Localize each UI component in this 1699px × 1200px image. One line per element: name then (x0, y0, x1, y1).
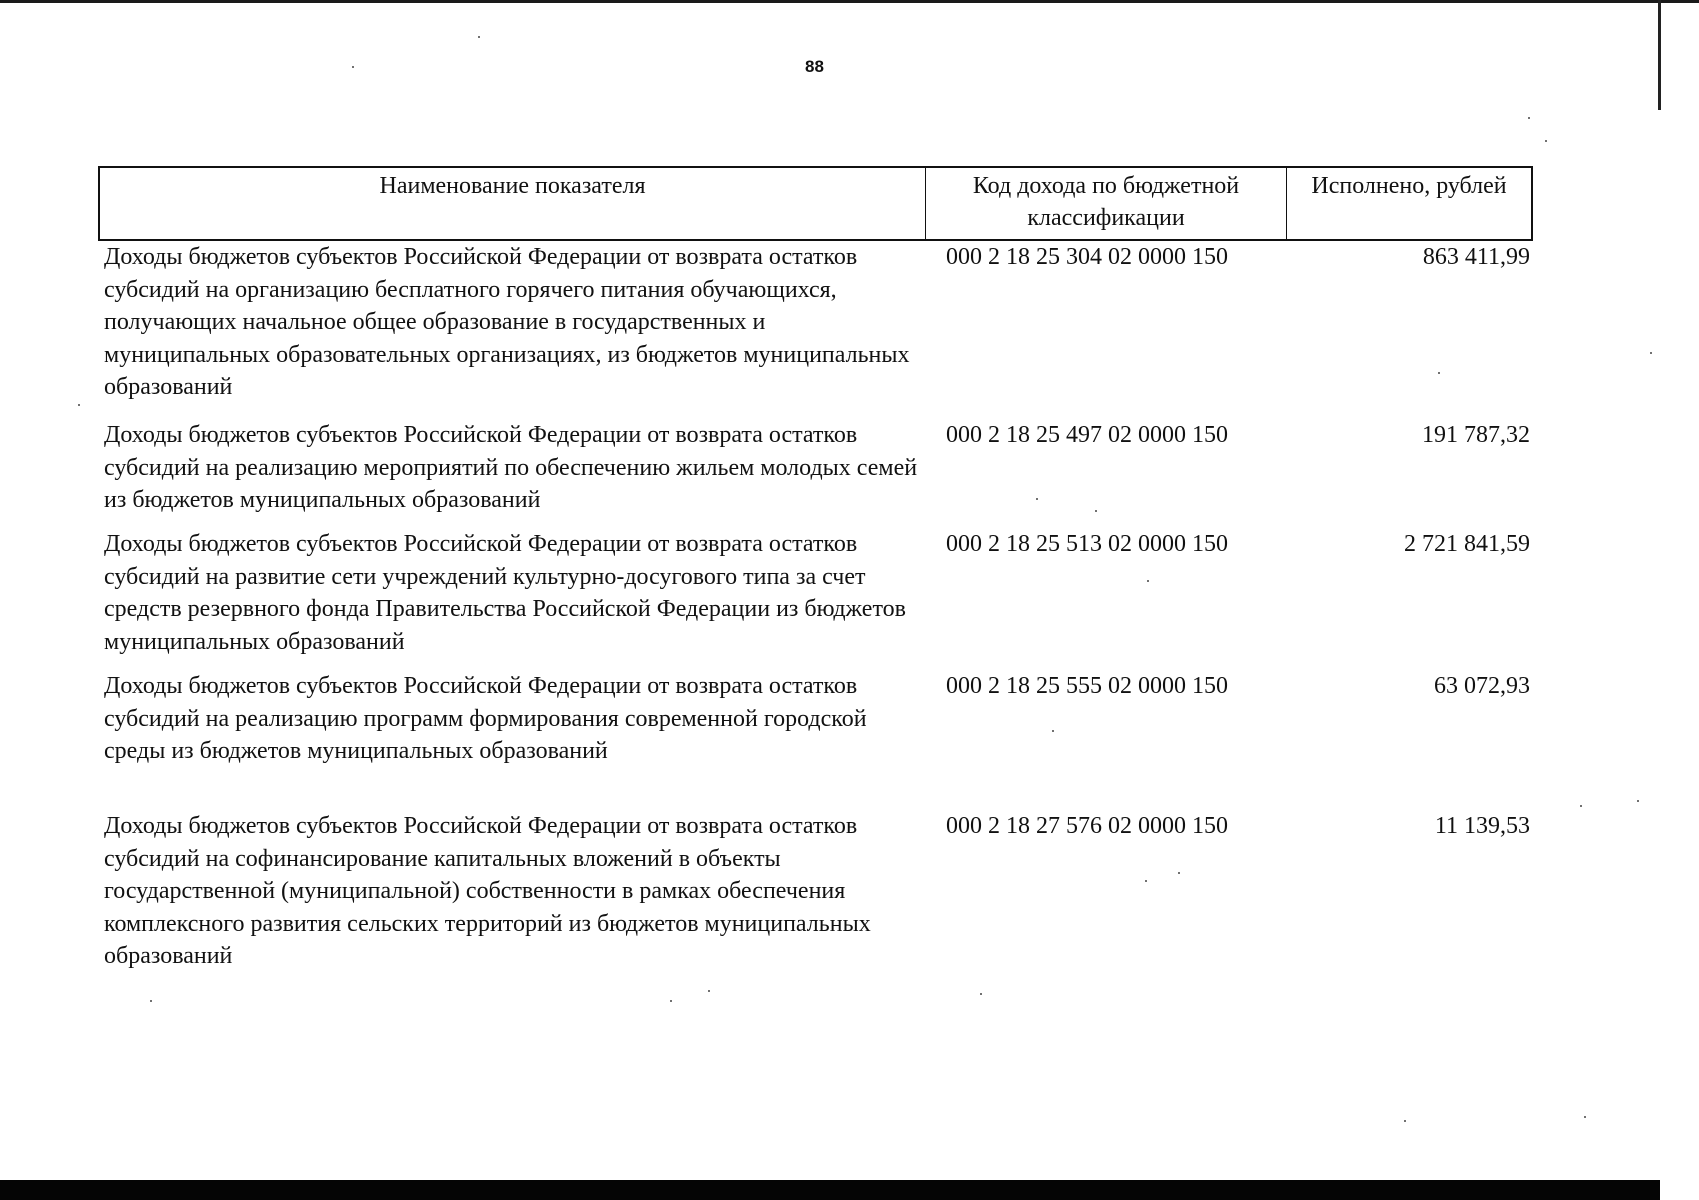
row-code: 000 2 18 25 497 02 0000 150 (946, 422, 1228, 448)
table-row (98, 670, 1533, 810)
scan-speck (1145, 880, 1147, 882)
scan-speck (980, 993, 982, 995)
income-table (98, 166, 1533, 980)
scan-speck (1438, 372, 1440, 374)
scan-speck (1584, 1116, 1586, 1118)
table-row (98, 810, 1533, 980)
scan-speck (1637, 800, 1639, 802)
row-name: Доходы бюджетов субъектов Российской Федерации от возврата остатков субсидий на развитие сети учреждений культурно-досугового типа за счет средств резервного фонда Правительства Российской Федерации из бюджетов муниципальных образований (104, 531, 906, 655)
table-row (98, 419, 1533, 528)
scan-speck (352, 66, 354, 68)
row-amount: 63 072,93 (1434, 673, 1530, 699)
scan-speck (1650, 352, 1652, 354)
scan-speck (1178, 872, 1180, 874)
table-row (98, 528, 1533, 670)
scan-speck (1036, 498, 1038, 500)
row-amount: 2 721 841,59 (1404, 531, 1530, 557)
scan-right-edge-line (1658, 0, 1661, 110)
scan-speck (1052, 730, 1054, 732)
row-code: 000 2 18 25 513 02 0000 150 (946, 531, 1228, 557)
row-amount: 191 787,32 (1422, 422, 1530, 448)
row-code: 000 2 18 27 576 02 0000 150 (946, 813, 1228, 839)
row-amount: 11 139,53 (1434, 813, 1530, 839)
row-amount: 863 411,99 (1422, 244, 1530, 270)
scan-speck (1545, 140, 1547, 142)
column-header-amount: Исполнено, рублей (1311, 173, 1507, 199)
column-header-code: Код дохода по бюджетной классификации (926, 168, 1287, 239)
row-code: 000 2 18 25 555 02 0000 150 (946, 673, 1228, 699)
scan-speck (1147, 580, 1149, 582)
scan-speck (1528, 117, 1530, 119)
scan-speck (78, 404, 80, 406)
column-header-name: Наименование показателя (100, 168, 926, 239)
row-code: 000 2 18 25 304 02 0000 150 (946, 244, 1228, 270)
scan-bottom-border (0, 1180, 1660, 1200)
row-name: Доходы бюджетов субъектов Российской Федерации от возврата остатков субсидий на реализацию мероприятий по обеспечению жильем молодых семей из бюджетов муниципальных образований (104, 422, 918, 514)
table-header (98, 166, 1533, 241)
page-number: 88 (805, 57, 824, 76)
scan-speck (1404, 1120, 1406, 1122)
row-name: Доходы бюджетов субъектов Российской Федерации от возврата остатков субсидий на реализацию программ формирования современной городской среды из бюджетов муниципальных образований (104, 673, 867, 765)
scan-speck (1580, 805, 1582, 807)
row-name: Доходы бюджетов субъектов Российской Федерации от возврата остатков субсидий на софинансирование капитальных вложений в объекты государственной (муниципальной) собственности в рамках обеспечения комплексного развития сельских территорий из бюджетов муниципальных образований (104, 813, 871, 970)
scan-speck (670, 1000, 672, 1002)
table-row (98, 241, 1533, 419)
scan-top-border (0, 0, 1699, 3)
scan-speck (708, 990, 710, 992)
scan-speck (478, 36, 480, 38)
scan-speck (150, 1000, 152, 1002)
scan-speck (1095, 510, 1097, 512)
row-name: Доходы бюджетов субъектов Российской Федерации от возврата остатков субсидий на организацию бесплатного горячего питания обучающихся, получающих начальное общее образование в государственных и муниципальных образовательных организациях, из бюджетов муниципальных образований (104, 244, 910, 401)
